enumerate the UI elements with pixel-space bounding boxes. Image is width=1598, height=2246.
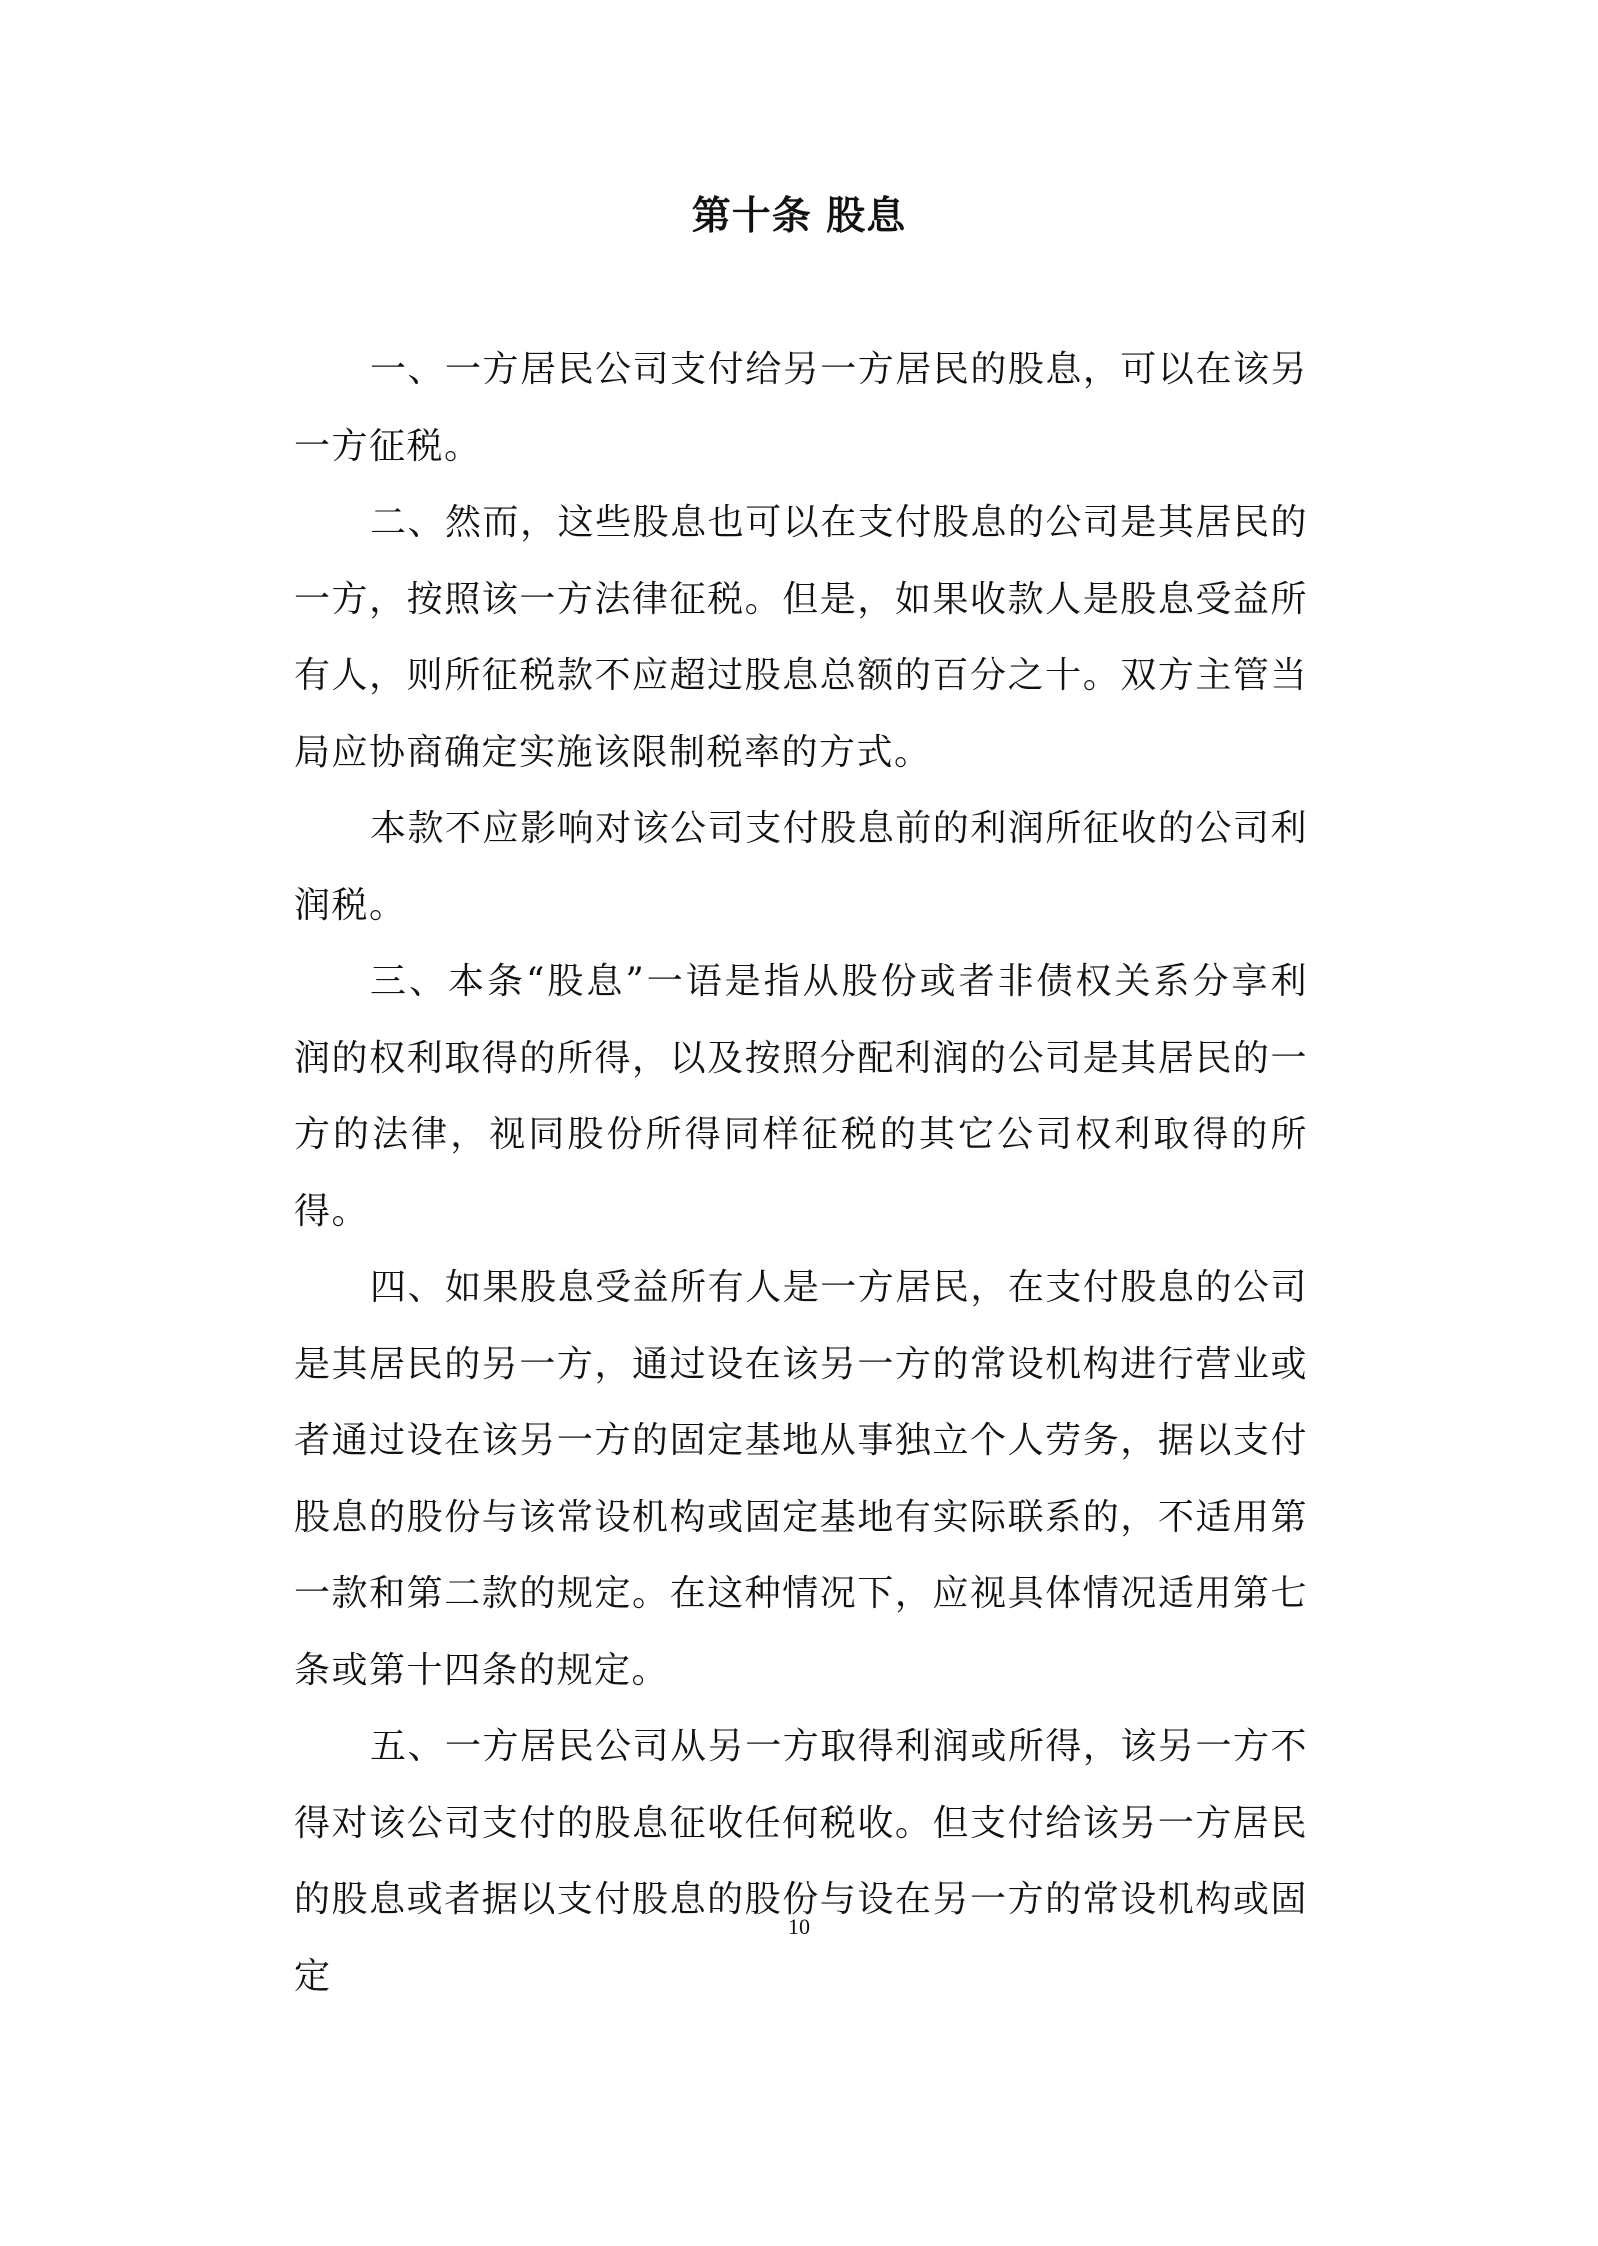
paragraph-2: 二、然而，这些股息也可以在支付股息的公司是其居民的一方，按照该一方法律征税。但是，如果收款人是股息受益所有人，则所征税款不应超过股息总额的百分之十。双方主管当局应协商确定实施该限制税率的方式。 [294, 502, 1308, 773]
paragraph-4: 三、本条“股息”一语是指从股份或者非债权关系分享利润的权利取得的所得，以及按照分配利润的公司是其居民的一方的法律，视同股份所得同样征税的其它公司权利取得的所得。 [294, 961, 1308, 1232]
page-number: 10 [788, 1914, 810, 1939]
paragraph-6: 五、一方居民公司从另一方取得利润或所得，该另一方不得对该公司支付的股息征收任何税收。但支付给该另一方居民的股息或者据以支付股息的股份与设在另一方的常设机构或固定 [294, 1726, 1308, 1997]
article-title: 第十条 股息 [691, 194, 907, 239]
article-body [294, 332, 1308, 2015]
paragraph-1: 一、一方居民公司支付给另一方居民的股息，可以在该另一方征税。 [294, 349, 1308, 467]
paragraph-5: 四、如果股息受益所有人是一方居民，在支付股息的公司是其居民的另一方，通过设在该另一方的常设机构进行营业或者通过设在该另一方的固定基地从事独立个人劳务，据以支付股息的股份与该常设机构或固定基地有实际联系的，不适用第一款和第二款的规定。在这种情况下，应视具体情况适用第七条或第十四条的规定。 [294, 1267, 1308, 1691]
paragraph-3: 本款不应影响对该公司支付股息前的利润所征收的公司利润税。 [294, 808, 1308, 926]
